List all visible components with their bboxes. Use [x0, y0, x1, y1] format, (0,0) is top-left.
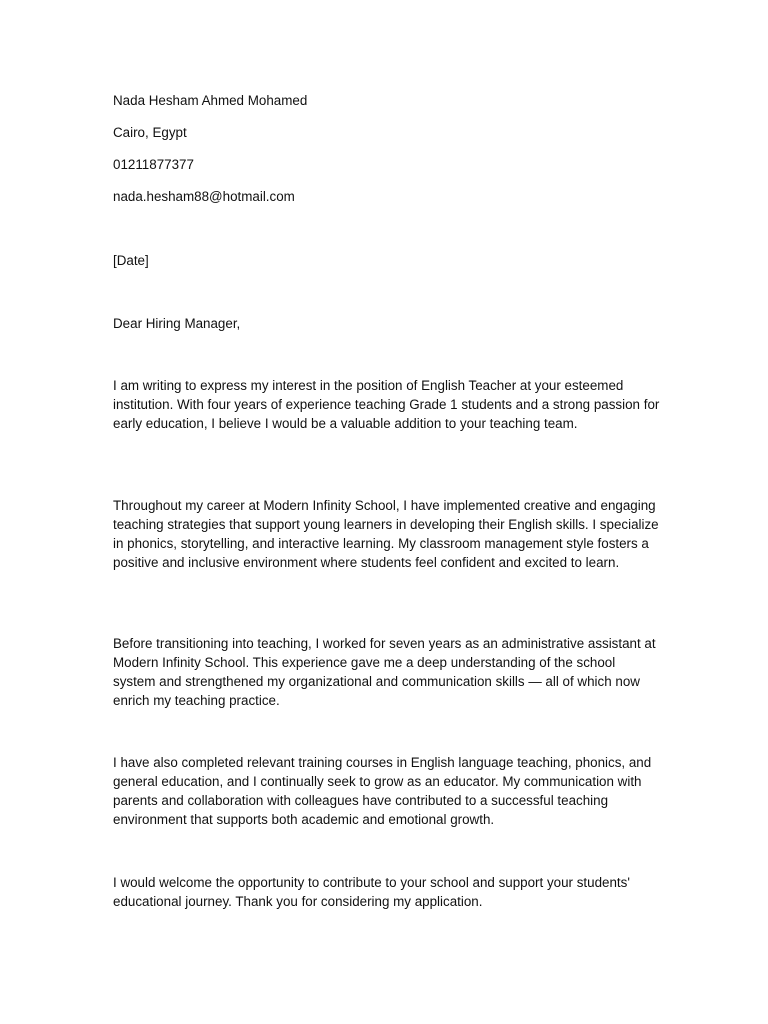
salutation: Dear Hiring Manager,: [113, 316, 241, 331]
sender-name: Nada Hesham Ahmed Mohamed: [113, 93, 308, 108]
body-paragraph-4: I have also completed relevant training courses in English language teaching, phonics, and general education, and I continually seek to grow as an educator. My communication with parents and collaboration with colleagues have contributed to a successful teaching environment that supports both academic and emotional growth.: [113, 755, 652, 828]
body-paragraph-3: Before transitioning into teaching, I worked for seven years as an administrative assistant at Modern Infinity School. This experience gave me a deep understanding of the school system and strengthened my organizational and communication skills — all of which now enrich my teaching practice.: [113, 636, 656, 709]
body-paragraph-5: I would welcome the opportunity to contribute to your school and support your students' educational journey. Thank you for considering my application.: [113, 875, 630, 910]
sender-phone: 01211877377: [113, 157, 194, 172]
body-paragraph-2: Throughout my career at Modern Infinity School, I have implemented creative and engaging teaching strategies that support young learners in developing their English skills. I specialize in phonics, storytelling, and interactive learning. My classroom management style fosters a positive and inclusive environment where students feel confident and excited to learn.: [113, 498, 659, 571]
sender-email: nada.hesham88@hotmail.com: [113, 189, 295, 204]
body-paragraph-1: I am writing to express my interest in the position of English Teacher at your esteemed institution. With four years of experience teaching Grade 1 students and a strong passion for early education, I believe I would be a valuable addition to your teaching team.: [113, 378, 660, 432]
letter-date: [Date]: [113, 253, 149, 268]
sender-location: Cairo, Egypt: [113, 125, 187, 140]
